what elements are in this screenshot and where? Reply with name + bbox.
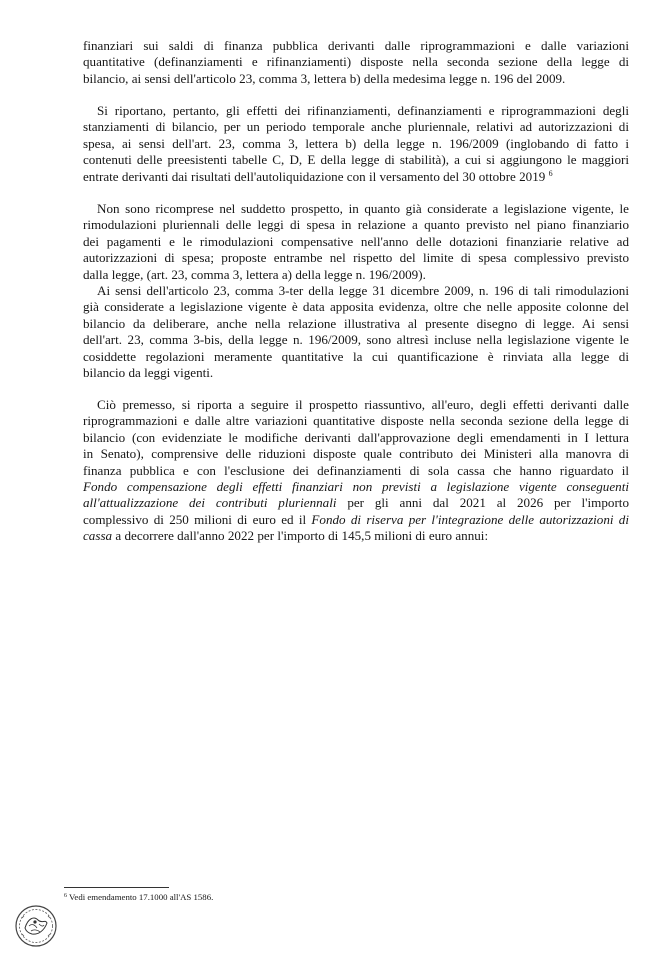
paragraph-4 — [83, 397, 629, 545]
text-line — [83, 495, 629, 511]
fondo-name-italic: Fondo di riserva per l'integrazione delle autorizzazioni di — [311, 511, 629, 527]
paragraph-2 — [83, 103, 629, 185]
footnote-text: Vedi emendamento 17.1000 all'AS 1586. — [67, 892, 214, 902]
footnote-divider — [64, 887, 169, 888]
text-line: dalla legge, (art. 23, comma 3, lettera a) della legge n. 196/2009). — [83, 266, 426, 282]
footnote-number: 6 — [64, 893, 67, 899]
text-line-content: entrate derivanti dai risultati dell'autoliquidazione con il versamento del 30 ottobre 2019 — [83, 168, 546, 184]
paragraph-1 — [83, 38, 629, 87]
text-line: finanziari sui saldi di finanza pubblica derivanti dalle riprogrammazioni e dalle variazioni — [83, 38, 629, 53]
text-line: dell'art. 23, comma 3-bis, della legge n. 196/2009, sono altresì incluse nella legislazione vigente le — [83, 332, 629, 348]
footnote — [64, 892, 213, 903]
text-line: Non sono ricomprese nel suddetto prospetto, in quanto già considerate a legislazione vigente, le — [97, 201, 629, 216]
text-line — [83, 528, 629, 544]
text-line: Ciò premesso, si riporta a seguire il prospetto riassuntivo, all'euro, degli effetti derivanti dalle — [97, 397, 629, 412]
text-line-content: per gli anni dal 2021 al 2026 per l'importo — [336, 495, 629, 511]
text-line: bilancio, ai sensi dell'articolo 23, comma 3, lettera b) della medesima legge n. 196 del 2009. — [83, 70, 566, 86]
text-line: finanza pubblica e con l'esclusione dei definanziamenti di sola cassa che hanno riguardato il — [83, 462, 629, 478]
text-line-content: a decorrere dall'anno 2022 per l'importo di 145,5 milioni di euro annui: — [112, 528, 489, 544]
text-line-content: complessivo di 250 milioni di euro ed il — [83, 511, 312, 527]
text-line: stanziamenti di bilancio, per un periodo temporale anche pluriennale, relativi ad autorizzazioni di — [83, 119, 629, 135]
text-line: in Senato), comprensive delle riduzioni disposte quale contributo dei Ministeri alla manovra di — [83, 446, 629, 462]
footnote-reference[interactable]: 6 — [548, 168, 553, 178]
text-line: già considerate a legislazione vigente è data apposita evidenza, oltre che nelle apposite colonne del — [83, 299, 629, 315]
text-line: bilancio (con evidenziate le modifiche derivanti dall'approvazione degli emendamenti in I lettura — [83, 429, 629, 445]
text-line-italic: Fondo compensazione degli effetti finanziari non previsti a legislazione vigente conseguenti — [83, 479, 629, 495]
fondo-name-italic: all'attualizzazione dei contributi pluriennali — [83, 495, 337, 511]
text-line: dei pagamenti e le rimodulazioni compensative nell'anno delle dotazioni finanziarie relative ad — [83, 233, 629, 249]
text-line: autorizzazioni di spesa; proposte entrambe nel rispetto del limite di spesa complessivo previsto — [83, 250, 629, 266]
fondo-name-italic: cassa — [83, 528, 113, 544]
text-line — [83, 169, 629, 185]
text-line: contenuti delle preesistenti tabelle C, D, E della legge di stabilità), a cui si aggiungono le maggiori — [83, 152, 629, 168]
text-line — [83, 512, 629, 528]
text-line: riprogrammazioni e dalle altre variazioni quantitative disposte nella seconda sezione della legge di — [83, 413, 629, 429]
text-line: bilancio da deliberare, anche nella relazione illustrativa al presente disegno di legge. Ai sensi — [83, 315, 629, 331]
paragraph-3 — [83, 201, 629, 381]
text-line: spesa, ai sensi dell'art. 23, comma 3, lettera b) della legge n. 196/2009 (inglobando di fatto i — [83, 135, 629, 151]
text-line: rimodulazioni pluriennali delle leggi di spesa in relazione a quanto previsto nel piano finanziario — [83, 217, 629, 233]
senate-stamp-icon — [14, 904, 58, 948]
text-line: quantitative (definanziamenti e rifinanziamenti) disposte nella seconda sezione della legge di — [83, 54, 629, 70]
text-line: Ai sensi dell'articolo 23, comma 3-ter della legge 31 dicembre 2009, n. 196 di tali rimodulazioni — [97, 283, 629, 299]
text-line: cosiddette regolazioni meramente quantitative la cui quantificazione è rinviata alla legge di — [83, 348, 629, 364]
text-line: Si riportano, pertanto, gli effetti dei rifinanziamenti, definanziamenti e riprogrammazioni degli — [97, 103, 629, 118]
text-line: bilancio da leggi vigenti. — [83, 365, 214, 381]
